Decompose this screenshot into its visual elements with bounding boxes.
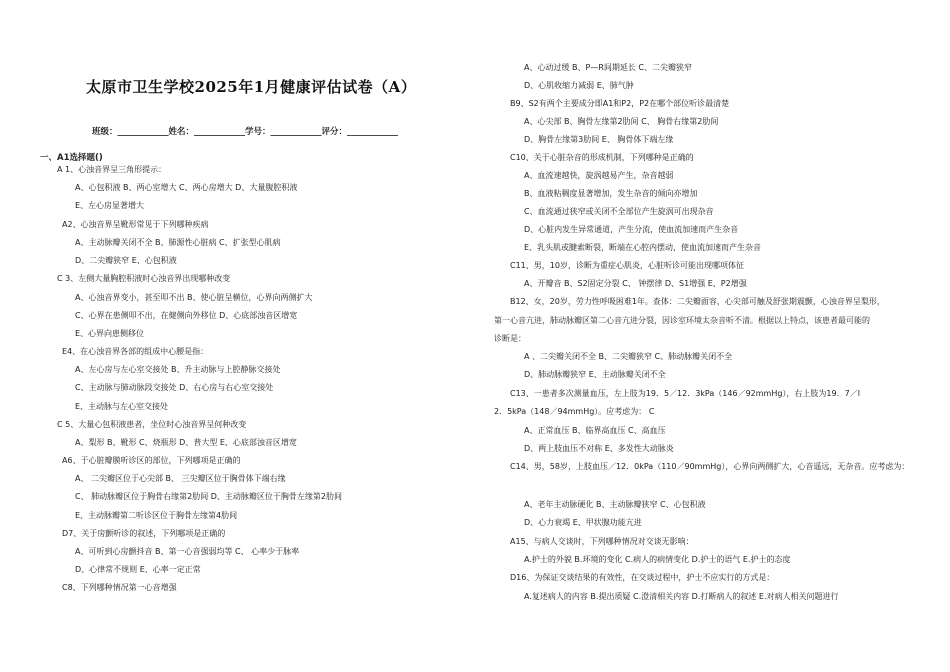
left-text-line: E、左心房显著增大 — [75, 201, 145, 210]
left-text-line: C、主动脉与肺动脉段交接处 D、右心房与右心室交接处 — [75, 383, 274, 392]
left-text-line: A、心浊音界变小，甚至叩不出 B、使心脏呈横位，心界向两侧扩大 — [75, 293, 313, 302]
right-text-line: A、血流速越快，旋涡越易产生，杂音越弱 — [524, 171, 674, 180]
right-text-line: B9、S2有两个主要成分即A1和P2，P2在哪个部位听诊最清楚 — [510, 99, 730, 108]
left-text-line: D、心律常不规则 E、心率一定正常 — [75, 565, 201, 574]
left-text-line: C、心界在患侧叩不出，在健侧向外移位 D、心底部浊音区增宽 — [75, 311, 298, 320]
right-text-line: C13、一患者多次测量血压，左上肢为19．5／12．3kPa（146／92mmHg），右上肢为19．7／l — [510, 389, 860, 398]
left-text-line: A、 二尖瓣区位于心尖部 B、 三尖瓣区位于胸骨体下端右缘 — [75, 474, 286, 483]
left-text-line: A、梨形 B、靴形 C、烧瓶形 D、普大型 E、心底部浊音区增宽 — [75, 438, 297, 447]
left-text-line: C、 肺动脉瓣区位于胸骨右缘第2肋间 D、主动脉瓣区位于胸骨左缘第2肋间 — [75, 492, 343, 501]
right-text-line: D16、为保证交谈结果的有效性，在交谈过程中，护士不应实行的方式是： — [510, 573, 775, 582]
left-text-line: D7、关于房颤听诊的叙述，下列哪项是正确的 — [62, 529, 226, 538]
left-text-line: A、主动脉瓣关闭不全 B、肺源性心脏病 C、扩张型心肌病 — [75, 238, 281, 247]
left-text-line: C8、下列哪种情况第一心音增强 — [62, 583, 177, 592]
right-text-line: A、开瓣音 B、S2固定分裂 C、 钟摆律 D、S1增强 E、P2增强 — [524, 279, 747, 288]
right-text-line: A、心动过缓 B、P—R间期延长 C、二尖瓣狭窄 — [524, 63, 693, 72]
right-text-line: B、血液粘稠度显著增加，发生杂音的倾向亦增加 — [524, 189, 698, 198]
right-text-line: 2．5kPa（148／94mmHg）。应考虑为： C — [494, 407, 655, 416]
right-text-line: D、胸骨左缘第3肋间 E、 胸骨体下端左缘 — [524, 135, 674, 144]
right-text-line: C、血流通过狭窄或关闭不全部位产生旋涡可出现杂音 — [524, 207, 714, 216]
student-info-line: 班级：____________姓名：____________学号：____________评分：____________ — [92, 127, 399, 137]
right-text-line: D、心肌收缩力减弱 E、肺气肿 — [524, 81, 634, 90]
right-text-line: B12、女，20岁，劳力性呼吸困难1年。查体：二尖瓣面容，心尖部可触及舒张期震颤，心浊音界呈梨形， — [510, 297, 885, 306]
section-heading: 一、A1选择题() — [40, 153, 103, 163]
left-text-line: E、心界向患侧移位 — [75, 329, 145, 338]
right-text-line: A、老年主动脉硬化 B、主动脉瓣狭窄 C、心包积液 — [524, 500, 706, 509]
right-text-line: A.复述病人的内容 B.提出质疑 C.澄清相关内容 D.打断病人的叙述 E.对病人相关问题进行 — [524, 592, 839, 601]
right-text-line: D、两上肢血压不对称 E、多发性大动脉炎 — [524, 444, 674, 453]
left-text-line: A、可听到心房颤抖音 B、第一心音强弱均等 C、 心率少于脉率 — [75, 547, 300, 556]
right-text-line: C11、男，10岁，诊断为重症心肌炎，心脏听诊可能出现哪项体征 — [510, 261, 744, 270]
left-text-line: A、左心房与左心室交接处 B、升主动脉与上腔静脉交接处 — [75, 365, 281, 374]
left-text-line: E、主动脉瓣第二听诊区位于胸骨左缘第4肋间 — [75, 511, 238, 520]
exam-title: 太原市卫生学校2025年1月健康评估试卷（A） — [86, 78, 417, 96]
right-text-line: A、心尖部 B、胸骨左缘第2肋间 C、 胸骨右缘第2肋间 — [524, 117, 719, 126]
right-text-line: D、肺动脉瓣狭窄 E、主动脉瓣关闭不全 — [524, 370, 666, 379]
right-text-line: D、心脏内发生异常通道，产生分流，使血流加速而产生杂音 — [524, 225, 739, 234]
right-text-line: A15、与病人交谈时，下列哪种情况对交谈无影响： — [510, 537, 694, 546]
right-text-line: E、乳头肌或腱索断裂，断端在心腔内摆动，使血流加速而产生杂音 — [524, 243, 762, 252]
left-text-line: E4、在心浊音界各部的组成中心腰是指： — [62, 347, 209, 356]
right-text-line: D、心力衰竭 E、甲状腺功能亢进 — [524, 518, 642, 527]
left-text-line: C 5、大量心包积液患者，坐位时心浊音界呈何种改变 — [57, 420, 247, 429]
right-text-line: C10、关于心脏杂音的形成机制，下列哪种是正确的 — [510, 153, 694, 162]
left-text-line: A、心包积液 B、两心室增大 C、两心房增大 D、大量腹腔积液 — [75, 183, 298, 192]
right-text-line: 诊断是： — [494, 334, 526, 343]
right-text-line: A.护士的外貌 B.环境的变化 C.病人的病情变化 D.护士的语气 E.护士的态度 — [524, 555, 791, 564]
right-text-line: C14、男，58岁，上肢血压／12．0kPa（110／90mmHg），心界向两侧扩大，心音遥远，无杂音。应考虑为： — [510, 462, 910, 471]
left-text-line: D、二尖瓣狭窄 E、心包积液 — [75, 256, 177, 265]
right-text-line: A、正常血压 B、临界高血压 C、高血压 — [524, 426, 666, 435]
left-text-line: E、主动脉与左心室交接处 — [75, 402, 169, 411]
left-text-line: A2、心浊音界呈靴形常见于下列哪种疾病 — [62, 220, 209, 229]
left-text-line: A6、于心脏瓣膜听诊区的部位，下列哪项是正确的 — [62, 456, 241, 465]
right-text-line: A 、二尖瓣关闭不全 B、二尖瓣狭窄 C、肺动脉瓣关闭不全 — [524, 352, 733, 361]
right-text-line: 第一心音亢进，肺动脉瓣区第二心音亢进分裂，因诊室环境太杂音听不清。根据以上特点，该患者最可能的 — [494, 316, 870, 325]
left-text-line: A 1、心浊音界呈三角形提示： — [57, 165, 167, 174]
left-text-line: C 3、左侧大量胸腔积液时心浊音界出现哪种改变 — [57, 274, 231, 283]
